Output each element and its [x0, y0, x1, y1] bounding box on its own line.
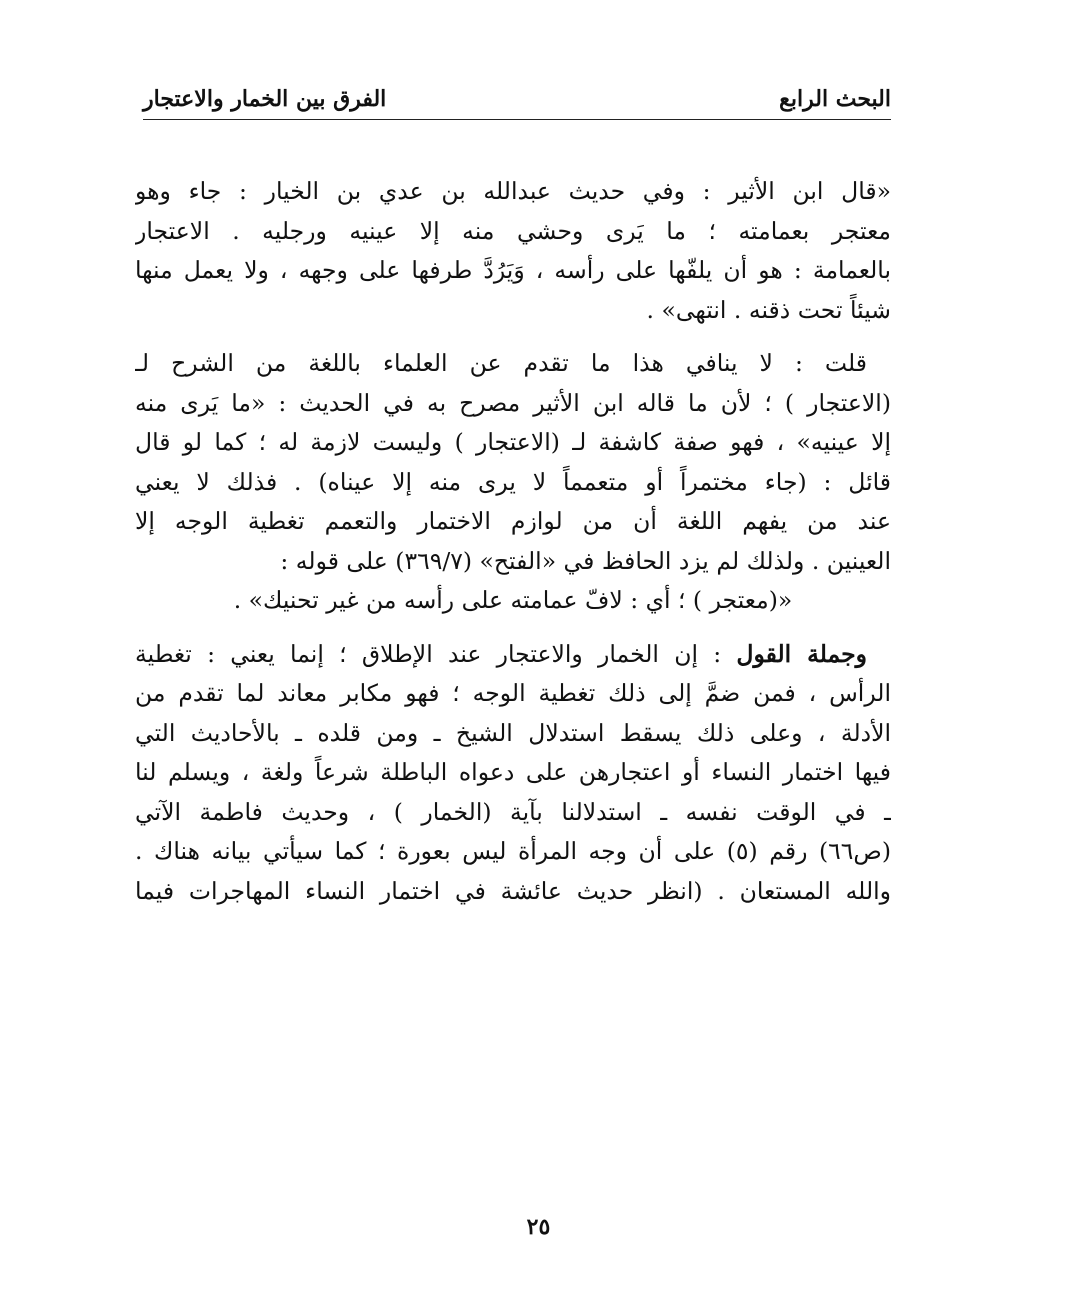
- text-line: قائل : (جاء مختمراً أو متعمماً لا يرى منه إلا عيناه) . فذلك لا يعني: [135, 467, 891, 496]
- chapter-title: البحث الرابع: [779, 86, 891, 112]
- lead-line-rest: : إن الخمار والاعتجار عند الإطلاق ؛ إنما يعني : تغطية: [135, 639, 737, 668]
- header-divider: [143, 119, 891, 120]
- text-line: شيئاً تحت ذقنه . انتهى» .: [646, 295, 891, 324]
- running-header: [143, 80, 891, 120]
- text-line: معتجر بعمامته ؛ ما يَرى وحشي منه إلا عينيه ورجليه . الاعتجار: [135, 216, 891, 245]
- body-text: [135, 172, 891, 911]
- text-line: (ص٦٦) رقم (٥) على أن وجه المرأة ليس بعورة ؛ كما سيأتي بيانه هناك .: [135, 837, 891, 865]
- block-quote: «(معتجر ) ؛ أي : لافّ عمامته على رأسه من غير تحنيك» .: [233, 586, 793, 614]
- text-line: العينين . ولذلك لم يزد الحافظ في «الفتح» (٣٦٩/٧) على قوله :: [280, 546, 891, 575]
- text-line: [135, 635, 891, 675]
- text-line: (الاعتجار ) ؛ لأن ما قاله ابن الأثير مصرح به في الحديث : «ما يَرى منه: [135, 388, 891, 417]
- text-line: عند من يفهم اللغة أن من لوازم الاختمار والتعمم تغطية الوجه إلا: [135, 507, 891, 535]
- paragraph-gap: [135, 330, 891, 344]
- text-line: الرأس ، فمن ضمَّ إلى ذلك تغطية الوجه ؛ فهو مكابر معاند لما تقدم من: [135, 679, 891, 707]
- section-title: الفرق بين الخمار والاعتجار: [143, 86, 387, 112]
- page-number: ٢٥: [526, 1214, 551, 1240]
- text-line: قلت : لا ينافي هذا ما تقدم عن العلماء باللغة من الشرح لـ: [135, 349, 867, 377]
- text-line: والله المستعان . (انظر حديث عائشة في اختمار النساء المهاجرات فيما: [135, 876, 891, 905]
- text-line: فيها اختمار النساء أو اعتجارهن على دعواه الباطلة شرعاً ولغة ، ويسلم لنا: [135, 758, 891, 786]
- text-line: إلا عينيه» ، فهو صفة كاشفة لـ (الاعتجار ) وليست لازمة له ؛ كما لو قال: [135, 428, 891, 456]
- text-line: بالعمامة : هو أن يلفّها على رأسه ، وَيَرُدَّ طرفها على وجهه ، ولا يعمل منها: [135, 256, 891, 284]
- text-line: «قال ابن الأثير : وفي حديث عبدالله بن عدي بن الخيار : جاء وهو: [135, 177, 891, 205]
- lead-phrase: وجملة القول: [736, 639, 867, 668]
- paragraph-gap: [135, 621, 891, 635]
- text-line: ـ في الوقت نفسه ـ استدلالنا بآية (الخمار ) ، وحديث فاطمة الآتي: [135, 797, 891, 826]
- text-line: الأدلة ، وعلى ذلك يسقط استدلال الشيخ ـ ومن قلده ـ بالأحاديث التي: [135, 718, 891, 747]
